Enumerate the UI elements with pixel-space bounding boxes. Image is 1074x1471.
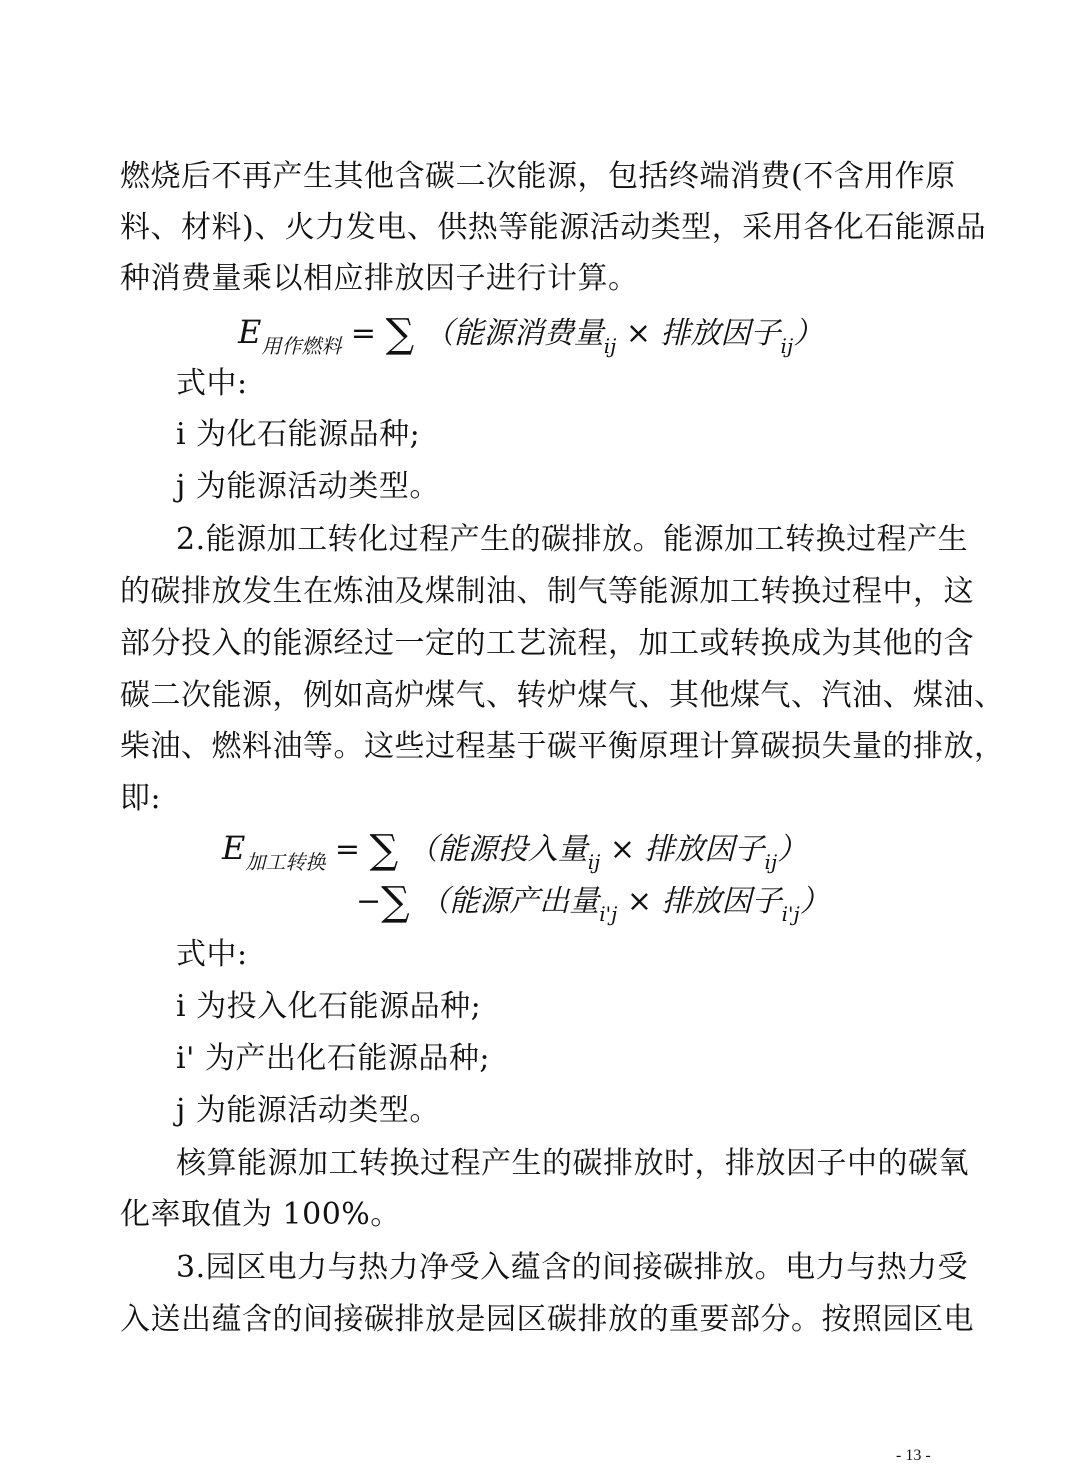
text-line: 化率取值为 100%。 bbox=[120, 1197, 401, 1232]
formula-paren: ） bbox=[777, 832, 808, 867]
formula-equals: = bbox=[334, 832, 361, 867]
text-line: 的碳排放发生在炼油及煤制油、制气等能源加工转换过程中，这 bbox=[120, 574, 974, 609]
formula-term: 能源消费量 bbox=[453, 316, 604, 351]
section-heading-line: 3.园区电力与热力净受入蕴含的间接碳排放。电力与热力受 bbox=[176, 1250, 969, 1285]
text-line: i' 为产出化石能源品种; bbox=[176, 1041, 490, 1076]
formula-minus: − bbox=[356, 884, 382, 919]
formula-paren: （ bbox=[419, 884, 450, 919]
formula-symbol: E bbox=[238, 313, 262, 351]
formula-subscript: ij bbox=[764, 850, 778, 874]
text-line: j 为能源活动类型。 bbox=[176, 469, 440, 504]
formula-processing-row2 bbox=[356, 879, 830, 926]
formula-sigma: ∑ bbox=[381, 879, 410, 925]
formula-subscript: ij bbox=[780, 334, 794, 358]
text-line: 式中: bbox=[176, 937, 248, 972]
formula-subscript: ij bbox=[603, 334, 617, 358]
text-line: 种消费量乘以相应排放因子进行计算。 bbox=[120, 261, 639, 296]
formula-term: 排放因子 bbox=[661, 884, 782, 919]
formula-term: 排放因子 bbox=[660, 316, 781, 351]
formula-paren: ） bbox=[793, 316, 824, 351]
text-line: 式中: bbox=[176, 366, 248, 401]
formula-symbol: E bbox=[222, 829, 246, 867]
formula-term: 能源产出量 bbox=[449, 884, 600, 919]
formula-subscript: 加工转换 bbox=[245, 850, 326, 874]
formula-sigma: ∑ bbox=[385, 311, 415, 357]
formula-term: 能源投入量 bbox=[437, 832, 588, 867]
formula-times: × bbox=[609, 832, 635, 867]
formula-equals: = bbox=[350, 316, 377, 351]
text-line: i 为化石能源品种; bbox=[176, 417, 421, 452]
text-line: 入送出蕴含的间接碳排放是园区碳排放的重要部分。按照园区电 bbox=[120, 1302, 974, 1337]
formula-subscript: ij bbox=[587, 850, 601, 874]
formula-times: × bbox=[626, 884, 653, 919]
formula-subscript: i'j bbox=[599, 902, 618, 926]
formula-paren: ） bbox=[799, 884, 830, 919]
formula-paren: （ bbox=[407, 832, 438, 867]
text-line: 碳二次能源，例如高炉煤气、转炉煤气、其他煤气、汽油、煤油、 bbox=[120, 678, 1005, 713]
formula-processing-row1 bbox=[222, 827, 808, 874]
formula-paren: （ bbox=[423, 316, 454, 351]
text-line: 料、材料)、火力发电、供热等能源活动类型，采用各化石能源品 bbox=[120, 210, 987, 245]
text-line: j 为能源活动类型。 bbox=[176, 1093, 440, 1128]
text-line: 即: bbox=[120, 781, 162, 816]
formula-term: 排放因子 bbox=[644, 832, 765, 867]
text-line: 燃烧后不再产生其他含碳二次能源，包括终端消费(不含用作原 bbox=[120, 159, 956, 194]
text-line: 核算能源加工转换过程产生的碳排放时，排放因子中的碳氧 bbox=[176, 1146, 969, 1181]
formula-times: × bbox=[625, 316, 651, 351]
page-number: - 13 - bbox=[896, 1447, 931, 1464]
text-line: 部分投入的能源经过一定的工艺流程，加工或转换成为其他的含 bbox=[120, 626, 974, 661]
text-line: i 为投入化石能源品种; bbox=[176, 989, 482, 1024]
section-heading-line: 2.能源加工转化过程产生的碳排放。能源加工转换过程产生 bbox=[176, 522, 969, 557]
formula-sigma: ∑ bbox=[369, 827, 399, 873]
text-line: 柴油、燃料油等。这些过程基于碳平衡原理计算碳损失量的排放， bbox=[120, 729, 1005, 764]
formula-subscript: i'j bbox=[781, 902, 800, 926]
formula-subscript: 用作燃料 bbox=[261, 334, 342, 358]
formula-fuel-combustion bbox=[238, 311, 824, 358]
